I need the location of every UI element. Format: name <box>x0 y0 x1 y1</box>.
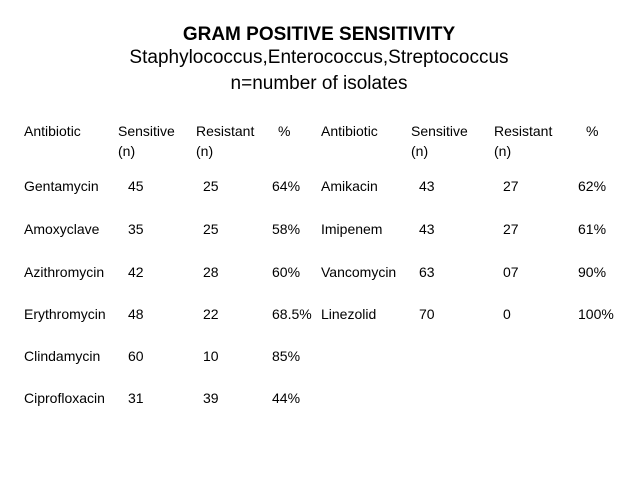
table-row-resistant: 39 <box>203 390 219 406</box>
table-row-percent: 85% <box>272 348 301 364</box>
table-row-sensitive: 63 <box>419 264 435 280</box>
table-row-sensitive: 43 <box>419 221 435 237</box>
table-row-sensitive: 60 <box>128 348 144 364</box>
page-title: GRAM POSITIVE SENSITIVITY <box>182 24 456 45</box>
table-row-resistant: 25 <box>203 221 219 237</box>
header-percent: % <box>278 123 291 139</box>
organisms-subtitle: Staphylococcus,Enterococcus,Streptococcus <box>129 47 509 68</box>
table-row-percent: 61% <box>578 221 607 237</box>
table-row-antibiotic: Azithromycin <box>24 264 105 280</box>
isolates-note: n=number of isolates <box>230 73 408 94</box>
table-row-antibiotic: Erythromycin <box>24 306 106 322</box>
table-row-sensitive: 31 <box>128 390 144 406</box>
table-row-antibiotic: Clindamycin <box>24 348 101 364</box>
table-row-sensitive: 35 <box>128 221 144 237</box>
table-row-antibiotic: Vancomycin <box>321 264 397 280</box>
table-row-percent: 100% <box>578 306 614 322</box>
table-row-resistant: 27 <box>503 178 519 194</box>
table-row-sensitive: 70 <box>419 306 435 322</box>
table-row-sensitive: 43 <box>419 178 435 194</box>
header-resistant: Resistant <box>196 123 255 139</box>
table-row-antibiotic: Gentamycin <box>24 178 99 194</box>
table-row-antibiotic: Linezolid <box>321 306 377 322</box>
table-row-sensitive: 42 <box>128 264 144 280</box>
header-antibiotic: Antibiotic <box>24 123 81 139</box>
table-row-antibiotic: Ciprofloxacin <box>24 390 105 406</box>
table-row-antibiotic: Imipenem <box>321 221 383 237</box>
table-row-resistant: 22 <box>203 306 219 322</box>
table-row-resistant: 27 <box>503 221 519 237</box>
table-row-resistant: 0 <box>503 306 511 322</box>
header-resistant-right: Resistant <box>494 123 553 139</box>
header-sensitive: Sensitive <box>118 123 175 139</box>
table-row-antibiotic: Amikacin <box>321 178 378 194</box>
header-sensitive-n: (n) <box>118 143 136 159</box>
table-row-percent: 90% <box>578 264 607 280</box>
table-row-percent: 68.5% <box>272 306 312 322</box>
header-sensitive-n-right: (n) <box>411 143 429 159</box>
table-row-percent: 64% <box>272 178 301 194</box>
table-row-percent: 60% <box>272 264 301 280</box>
table-row-percent: 44% <box>272 390 301 406</box>
table-row-resistant: 07 <box>503 264 519 280</box>
table-row-resistant: 28 <box>203 264 219 280</box>
table-row-percent: 58% <box>272 221 301 237</box>
table-row-sensitive: 45 <box>128 178 144 194</box>
header-sensitive-right: Sensitive <box>411 123 468 139</box>
table-row-resistant: 25 <box>203 178 219 194</box>
table-row-percent: 62% <box>578 178 607 194</box>
header-percent-right: % <box>586 123 599 139</box>
table-row-resistant: 10 <box>203 348 219 364</box>
header-resistant-n-right: (n) <box>494 143 512 159</box>
table-row-antibiotic: Amoxyclave <box>24 221 100 237</box>
header-resistant-n: (n) <box>196 143 214 159</box>
header-antibiotic-right: Antibiotic <box>321 123 378 139</box>
table-row-sensitive: 48 <box>128 306 144 322</box>
